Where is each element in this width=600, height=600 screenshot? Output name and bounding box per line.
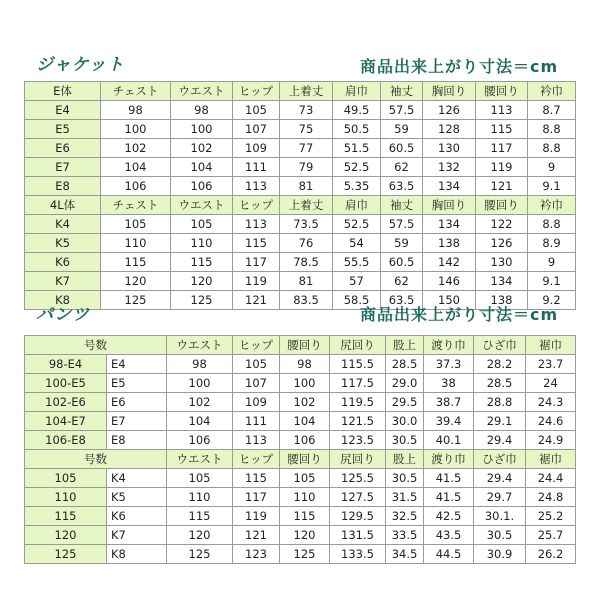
table-cell: 26.2 [526, 545, 576, 564]
row-label: 100-E5 [25, 374, 107, 393]
table-cell: 117 [233, 253, 280, 272]
row-label: K5 [25, 234, 101, 253]
table-cell: 42.5 [424, 507, 474, 526]
row-label: 115 [25, 507, 107, 526]
header-cell: 4L体 [25, 196, 101, 215]
table-cell: 30.5 [474, 526, 526, 545]
jacket-size-table [24, 81, 576, 310]
table-cell: 115 [101, 253, 171, 272]
table-cell: 41.5 [424, 469, 474, 488]
pants-size-table [24, 335, 576, 564]
table-cell: E5 [107, 374, 167, 393]
table-cell: 130 [423, 139, 476, 158]
table-cell: 129.5 [330, 507, 386, 526]
header-cell: 上着丈 [280, 82, 333, 101]
table-row [25, 215, 576, 234]
jacket-title: ジャケット [36, 55, 125, 75]
table-row [25, 488, 576, 507]
table-cell: 120 [101, 272, 171, 291]
table-cell: 115 [233, 234, 280, 253]
header-cell: 号数 [25, 450, 167, 469]
table-cell: 109 [233, 393, 280, 412]
table-cell: 28.5 [386, 355, 424, 374]
table-cell: 142 [423, 253, 476, 272]
table-row [25, 355, 576, 374]
table-cell: 105 [233, 355, 280, 374]
header-cell: 肩巾 [333, 196, 381, 215]
table-cell: 28.5 [474, 374, 526, 393]
table-cell: 111 [233, 158, 280, 177]
table-cell: 115 [167, 507, 233, 526]
row-label: 110 [25, 488, 107, 507]
table-cell: E6 [107, 393, 167, 412]
table-cell: 29.0 [386, 374, 424, 393]
table-cell: 100 [171, 120, 233, 139]
table-header-row [25, 450, 576, 469]
table-cell: 59 [381, 120, 423, 139]
table-cell: 81 [280, 177, 333, 196]
table-cell: 29.1 [474, 412, 526, 431]
table-cell: 31.5 [386, 488, 424, 507]
table-cell: 130 [476, 253, 528, 272]
table-cell: 105 [167, 469, 233, 488]
table-cell: 29.4 [474, 431, 526, 450]
table-cell: 49.5 [333, 101, 381, 120]
table-cell: 9.1 [528, 272, 576, 291]
table-cell: 109 [233, 139, 280, 158]
table-row [25, 120, 576, 139]
header-cell: 腰回り [476, 82, 528, 101]
header-cell: 袖丈 [381, 196, 423, 215]
table-cell: 134 [476, 272, 528, 291]
table-cell: 28.2 [474, 355, 526, 374]
table-header-row [25, 196, 576, 215]
table-cell: 30.5 [386, 469, 424, 488]
header-cell: 腰回り [476, 196, 528, 215]
table-cell: 34.5 [386, 545, 424, 564]
table-cell: 98 [171, 101, 233, 120]
table-cell: 41.5 [424, 488, 474, 507]
header-cell: チェスト [101, 196, 171, 215]
table-cell: 122 [476, 215, 528, 234]
header-cell: 腰回り [280, 336, 330, 355]
header-cell: 裾巾 [526, 336, 576, 355]
table-cell: 125 [280, 545, 330, 564]
table-cell: 106 [101, 177, 171, 196]
table-cell: K7 [107, 526, 167, 545]
header-cell: 裾巾 [526, 450, 576, 469]
table-cell: 43.5 [424, 526, 474, 545]
table-cell: 134 [423, 215, 476, 234]
table-cell: 25.2 [526, 507, 576, 526]
header-cell: 渡り巾 [424, 336, 474, 355]
row-label: 104-E7 [25, 412, 107, 431]
row-label: K6 [25, 253, 101, 272]
table-cell: 73 [280, 101, 333, 120]
header-cell: 胸回り [423, 196, 476, 215]
table-cell: 110 [101, 234, 171, 253]
table-cell: K4 [107, 469, 167, 488]
header-cell: ヒップ [233, 82, 280, 101]
table-row [25, 234, 576, 253]
table-cell: 115 [171, 253, 233, 272]
header-cell: ヒップ [233, 196, 280, 215]
table-cell: 105 [101, 215, 171, 234]
table-header-row [25, 336, 576, 355]
table-cell: 55.5 [333, 253, 381, 272]
table-cell: 131.5 [330, 526, 386, 545]
table-cell: 98 [101, 101, 171, 120]
table-cell: 63.5 [381, 291, 423, 310]
table-cell: 77 [280, 139, 333, 158]
table-cell: 52.5 [333, 215, 381, 234]
table-row [25, 526, 576, 545]
table-cell: 138 [423, 234, 476, 253]
header-cell: チェスト [101, 82, 171, 101]
table-cell: 58.5 [333, 291, 381, 310]
table-cell: 105 [233, 101, 280, 120]
table-cell: K8 [107, 545, 167, 564]
table-cell: 133.5 [330, 545, 386, 564]
table-cell: 126 [423, 101, 476, 120]
table-cell: 5.35 [333, 177, 381, 196]
table-cell: 111 [233, 412, 280, 431]
header-cell: 股上 [386, 336, 424, 355]
table-cell: 28.8 [474, 393, 526, 412]
header-cell: 腰回り [280, 450, 330, 469]
table-cell: 100 [101, 120, 171, 139]
header-cell: 肩巾 [333, 82, 381, 101]
table-cell: 30.5 [386, 431, 424, 450]
header-cell: 尻回り [330, 450, 386, 469]
table-cell: 24.6 [526, 412, 576, 431]
table-cell: 150 [423, 291, 476, 310]
table-cell: 110 [280, 488, 330, 507]
table-row [25, 139, 576, 158]
table-cell: 125 [167, 545, 233, 564]
table-cell: 40.1 [424, 431, 474, 450]
table-row [25, 272, 576, 291]
table-header-row [25, 82, 576, 101]
table-cell: 100 [167, 374, 233, 393]
table-row [25, 431, 576, 450]
table-cell: 81 [280, 272, 333, 291]
table-cell: 113 [233, 215, 280, 234]
table-cell: 44.5 [424, 545, 474, 564]
table-row [25, 374, 576, 393]
table-cell: 125 [101, 291, 171, 310]
table-cell: 117.5 [330, 374, 386, 393]
table-cell: 57.5 [381, 101, 423, 120]
table-cell: 115 [476, 120, 528, 139]
table-cell: 105 [171, 215, 233, 234]
table-cell: 110 [167, 488, 233, 507]
table-cell: 134 [423, 177, 476, 196]
table-cell: K5 [107, 488, 167, 507]
table-row [25, 545, 576, 564]
table-cell: 38 [424, 374, 474, 393]
table-cell: 110 [171, 234, 233, 253]
row-label: E6 [25, 139, 101, 158]
table-cell: 9.2 [528, 291, 576, 310]
table-cell: 119 [476, 158, 528, 177]
table-cell: 104 [171, 158, 233, 177]
table-cell: 9 [528, 253, 576, 272]
header-cell: 胸回り [423, 82, 476, 101]
table-cell: 29.5 [386, 393, 424, 412]
table-cell: 138 [476, 291, 528, 310]
table-cell: 120 [280, 526, 330, 545]
table-cell: 30.9 [474, 545, 526, 564]
jacket-unit-note: 商品出来上がり寸法＝cm [360, 57, 559, 76]
table-cell: 25.7 [526, 526, 576, 545]
table-cell: 62 [381, 272, 423, 291]
table-cell: 105 [280, 469, 330, 488]
row-label: E8 [25, 177, 101, 196]
table-cell: 30.0 [386, 412, 424, 431]
header-cell: 上着丈 [280, 196, 333, 215]
table-cell: E7 [107, 412, 167, 431]
row-label: K7 [25, 272, 101, 291]
table-cell: 38.7 [424, 393, 474, 412]
header-cell: 股上 [386, 450, 424, 469]
table-cell: 125 [171, 291, 233, 310]
header-cell: ヒップ [233, 336, 280, 355]
table-cell: 8.8 [528, 139, 576, 158]
row-label: 125 [25, 545, 107, 564]
header-cell: ヒップ [233, 450, 280, 469]
row-label: E5 [25, 120, 101, 139]
table-row [25, 507, 576, 526]
header-cell: 袖丈 [381, 82, 423, 101]
table-cell: 24.3 [526, 393, 576, 412]
table-cell: 113 [476, 101, 528, 120]
table-cell: 24.4 [526, 469, 576, 488]
table-cell: 102 [167, 393, 233, 412]
header-cell: E体 [25, 82, 101, 101]
table-cell: 126 [476, 234, 528, 253]
table-cell: 32.5 [386, 507, 424, 526]
header-cell: ひざ巾 [474, 450, 526, 469]
header-cell: ウエスト [167, 336, 233, 355]
table-cell: 106 [167, 431, 233, 450]
header-cell: 衿巾 [528, 196, 576, 215]
table-cell: 78.5 [280, 253, 333, 272]
table-cell: 107 [233, 374, 280, 393]
table-cell: 79 [280, 158, 333, 177]
table-cell: 132 [423, 158, 476, 177]
row-label: E4 [25, 101, 101, 120]
table-row [25, 253, 576, 272]
table-cell: E8 [107, 431, 167, 450]
table-cell: 117 [233, 488, 280, 507]
table-cell: 100 [280, 374, 330, 393]
table-cell: 54 [333, 234, 381, 253]
table-cell: 121 [476, 177, 528, 196]
table-cell: 120 [167, 526, 233, 545]
table-cell: 125.5 [330, 469, 386, 488]
table-cell: 119 [233, 507, 280, 526]
table-cell: 107 [233, 120, 280, 139]
row-label: 98-E4 [25, 355, 107, 374]
table-cell: 8.7 [528, 101, 576, 120]
row-label: K8 [25, 291, 101, 310]
table-cell: 115 [280, 507, 330, 526]
table-cell: 57 [333, 272, 381, 291]
row-label: 105 [25, 469, 107, 488]
header-cell: ウエスト [167, 450, 233, 469]
table-cell: 39.4 [424, 412, 474, 431]
table-cell: 24.9 [526, 431, 576, 450]
header-cell: 号数 [25, 336, 167, 355]
table-row [25, 177, 576, 196]
table-cell: K6 [107, 507, 167, 526]
table-cell: 146 [423, 272, 476, 291]
row-label: 102-E6 [25, 393, 107, 412]
table-cell: 104 [280, 412, 330, 431]
table-cell: 121 [233, 526, 280, 545]
table-row [25, 101, 576, 120]
table-cell: 24 [526, 374, 576, 393]
table-cell: 115.5 [330, 355, 386, 374]
table-cell: 113 [233, 177, 280, 196]
table-cell: 75 [280, 120, 333, 139]
table-cell: 121.5 [330, 412, 386, 431]
table-cell: 106 [280, 431, 330, 450]
table-cell: 8.8 [528, 120, 576, 139]
header-cell: 尻回り [330, 336, 386, 355]
table-cell: 23.7 [526, 355, 576, 374]
table-cell: 106 [171, 177, 233, 196]
header-cell: ひざ巾 [474, 336, 526, 355]
table-cell: 104 [167, 412, 233, 431]
table-cell: 60.5 [381, 139, 423, 158]
table-cell: 98 [167, 355, 233, 374]
table-cell: 117 [476, 139, 528, 158]
table-cell: 52.5 [333, 158, 381, 177]
table-cell: 76 [280, 234, 333, 253]
table-cell: 33.5 [386, 526, 424, 545]
pants-unit-note: 商品出来上がり寸法＝cm [360, 305, 559, 324]
table-cell: 59 [381, 234, 423, 253]
table-cell: 123.5 [330, 431, 386, 450]
table-cell: 8.8 [528, 215, 576, 234]
pants-title: パンツ [36, 305, 90, 325]
row-label: 120 [25, 526, 107, 545]
header-cell: ウエスト [171, 82, 233, 101]
table-cell: 51.5 [333, 139, 381, 158]
table-cell: 119.5 [330, 393, 386, 412]
table-cell: 63.5 [381, 177, 423, 196]
table-row [25, 158, 576, 177]
table-cell: 83.5 [280, 291, 333, 310]
table-cell: 128 [423, 120, 476, 139]
table-cell: 29.4 [474, 469, 526, 488]
table-cell: 30.1. [474, 507, 526, 526]
table-cell: 104 [101, 158, 171, 177]
table-cell: 127.5 [330, 488, 386, 507]
table-cell: 29.7 [474, 488, 526, 507]
table-cell: 73.5 [280, 215, 333, 234]
row-label: K4 [25, 215, 101, 234]
row-label: 106-E8 [25, 431, 107, 450]
table-cell: 50.5 [333, 120, 381, 139]
table-row [25, 412, 576, 431]
table-cell: 119 [233, 272, 280, 291]
table-cell: 102 [171, 139, 233, 158]
table-cell: 24.8 [526, 488, 576, 507]
table-row [25, 469, 576, 488]
table-cell: 120 [171, 272, 233, 291]
table-row [25, 393, 576, 412]
table-cell: 102 [101, 139, 171, 158]
header-cell: ウエスト [171, 196, 233, 215]
table-cell: 57.5 [381, 215, 423, 234]
table-cell: 102 [280, 393, 330, 412]
table-cell: 60.5 [381, 253, 423, 272]
row-label: E7 [25, 158, 101, 177]
table-cell: 98 [280, 355, 330, 374]
header-cell: 衿巾 [528, 82, 576, 101]
table-cell: E4 [107, 355, 167, 374]
table-cell: 115 [233, 469, 280, 488]
table-cell: 9.1 [528, 177, 576, 196]
header-cell: 渡り巾 [424, 450, 474, 469]
table-cell: 123 [233, 545, 280, 564]
table-cell: 121 [233, 291, 280, 310]
table-cell: 9 [528, 158, 576, 177]
table-cell: 37.3 [424, 355, 474, 374]
table-cell: 62 [381, 158, 423, 177]
table-cell: 8.9 [528, 234, 576, 253]
table-cell: 113 [233, 431, 280, 450]
